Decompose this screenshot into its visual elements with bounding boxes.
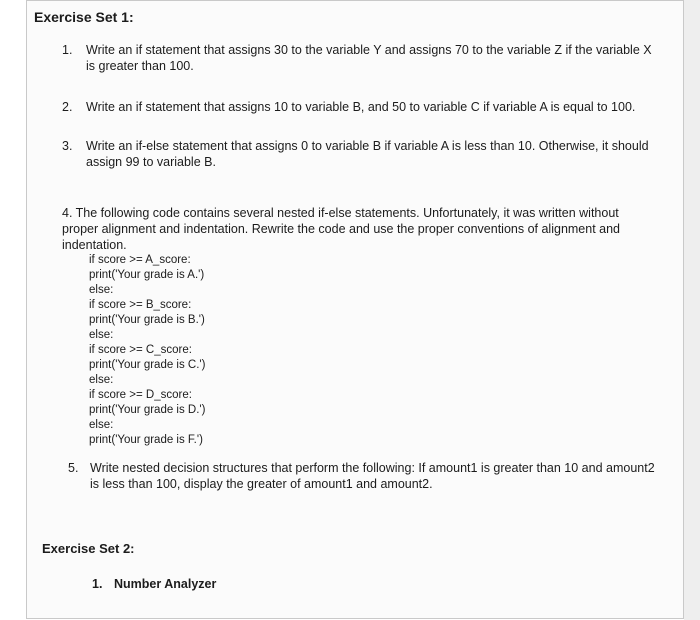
code-line: print('Your grade is A.') bbox=[89, 269, 205, 281]
exercise-set-1-title: Exercise Set 1: bbox=[34, 9, 134, 25]
item-text: Write an if-else statement that assigns 0 to variable B if variable A is less than 10. Otherwise, it should assign 99 to variable B. bbox=[86, 139, 649, 169]
page-edge bbox=[684, 0, 700, 620]
code-line: print('Your grade is F.') bbox=[89, 434, 203, 446]
code-line: if score >= C_score: bbox=[89, 344, 192, 356]
code-line: if score >= D_score: bbox=[89, 389, 192, 401]
item-number: 1. bbox=[92, 577, 103, 591]
exercise-1-4-code bbox=[89, 253, 205, 448]
item-text: Write nested decision structures that perform the following: If amount1 is greater than 10 and amount2 is less than 100, display the greater of amount1 and amount2. bbox=[90, 461, 655, 491]
code-line: else: bbox=[89, 284, 114, 296]
item-text: Write an if statement that assigns 30 to the variable Y and assigns 70 to the variable Z if the variable X is greater than 100. bbox=[86, 43, 652, 73]
item-number: 5. bbox=[68, 461, 79, 475]
code-line: else: bbox=[89, 419, 114, 431]
code-line: print('Your grade is C.') bbox=[89, 359, 206, 371]
item-number: 1. bbox=[62, 43, 73, 57]
code-line: print('Your grade is B.') bbox=[89, 314, 205, 326]
code-line: else: bbox=[89, 329, 114, 341]
item-text: Write an if statement that assigns 10 to variable B, and 50 to variable C if variable A is equal to 100. bbox=[86, 100, 636, 114]
item-number: 3. bbox=[62, 139, 73, 153]
exercise-1-4-text: 4. The following code contains several nested if-else statements. Unfortunately, it was written without proper alignment and indentation. Rewrite the code and use the proper conventions of alignment and indentation. bbox=[62, 206, 621, 252]
item-text: Number Analyzer bbox=[114, 577, 217, 591]
code-line: if score >= B_score: bbox=[89, 299, 192, 311]
code-line: else: bbox=[89, 374, 114, 386]
exercise-set-2-title: Exercise Set 2: bbox=[42, 541, 135, 556]
code-line: print('Your grade is D.') bbox=[89, 404, 206, 416]
item-number: 2. bbox=[62, 100, 73, 114]
code-line: if score >= A_score: bbox=[89, 254, 191, 266]
